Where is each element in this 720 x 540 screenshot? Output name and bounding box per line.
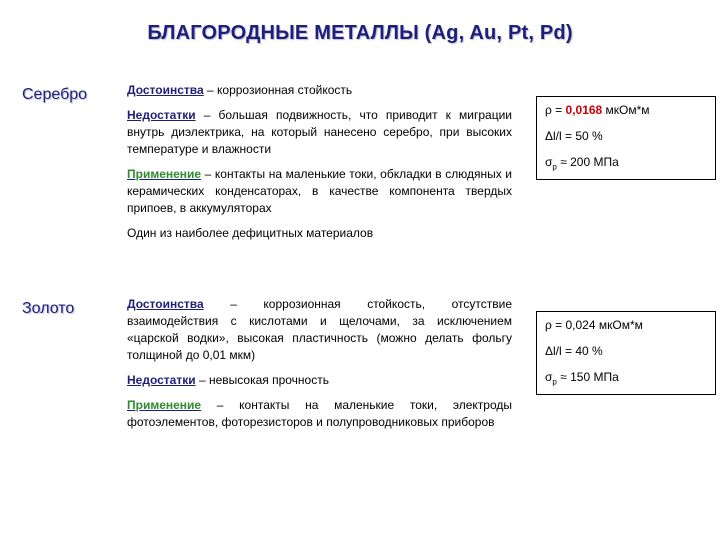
sigma-subscript: р <box>552 377 557 387</box>
disadvantages-text: – невысокая прочность <box>195 373 329 387</box>
metal-name-silver: Серебро <box>22 86 88 103</box>
resistivity <box>545 103 650 117</box>
sigma-symbol: σ <box>545 370 553 384</box>
tensile-strength <box>545 155 619 171</box>
silver-note: Один из наиболее дефицитных материалов <box>127 226 374 240</box>
gold-properties-box <box>536 311 716 395</box>
gold-advantages <box>127 296 512 364</box>
gold-disadvantages <box>127 372 512 389</box>
silver-application <box>127 166 512 217</box>
disadvantages-text: – большая подвижность, что приводит к миграции внутрь диэлектрика, на который нанесено серебро, при высоких температуре и влажности <box>127 108 512 156</box>
elongation: Δl/l = 50 % <box>545 129 603 143</box>
disadvantages-label: Недостатки <box>127 108 196 122</box>
application-label: Применение <box>127 398 202 412</box>
sigma-symbol: σ <box>545 155 553 169</box>
metal-name-gold: Золото <box>22 300 75 317</box>
silver-properties-box <box>536 96 716 180</box>
resistivity-unit: мкОм*м <box>602 103 650 117</box>
page-title: БЛАГОРОДНЫЕ МЕТАЛЛЫ (Ag, Au, Pt, Pd) <box>147 22 573 44</box>
disadvantages-label: Недостатки <box>127 373 196 387</box>
resistivity: ρ = 0,024 мкОм*м <box>545 318 643 332</box>
advantages-label: Достоинства <box>127 297 204 311</box>
advantages-label: Достоинства <box>127 83 204 97</box>
elongation: Δl/l = 40 % <box>545 344 603 358</box>
silver-disadvantages <box>127 107 512 158</box>
tensile-strength <box>545 370 619 386</box>
gold-application <box>127 397 512 431</box>
advantages-text: – коррозионная стойкость <box>203 83 353 97</box>
application-text: – контакты на маленькие токи, электроды фотоэлементов, фоторезисторов и полупроводниковых приборов <box>127 398 512 429</box>
resistivity-value: 0,0168 <box>565 103 603 117</box>
sigma-subscript: р <box>552 162 557 172</box>
advantages-text: – коррозионная стойкость, отсутствие взаимодействия с кислотами и щелочами, за исключением «царской водки», высокая пластичность (можно делать фольгу толщиной до 0,01 мкм) <box>127 297 512 362</box>
tensile-strength-value: ≈ 150 МПа <box>556 370 619 384</box>
silver-advantages <box>127 82 512 99</box>
application-text: – контакты на маленькие токи, обкладки в слюдяных и керамических конденсаторах, в качестве компонента твердых припоев, в аккумуляторах <box>127 167 512 215</box>
resistivity-prefix: ρ = <box>545 103 566 117</box>
application-label: Применение <box>127 167 202 181</box>
tensile-strength-value: ≈ 200 МПа <box>556 155 619 169</box>
